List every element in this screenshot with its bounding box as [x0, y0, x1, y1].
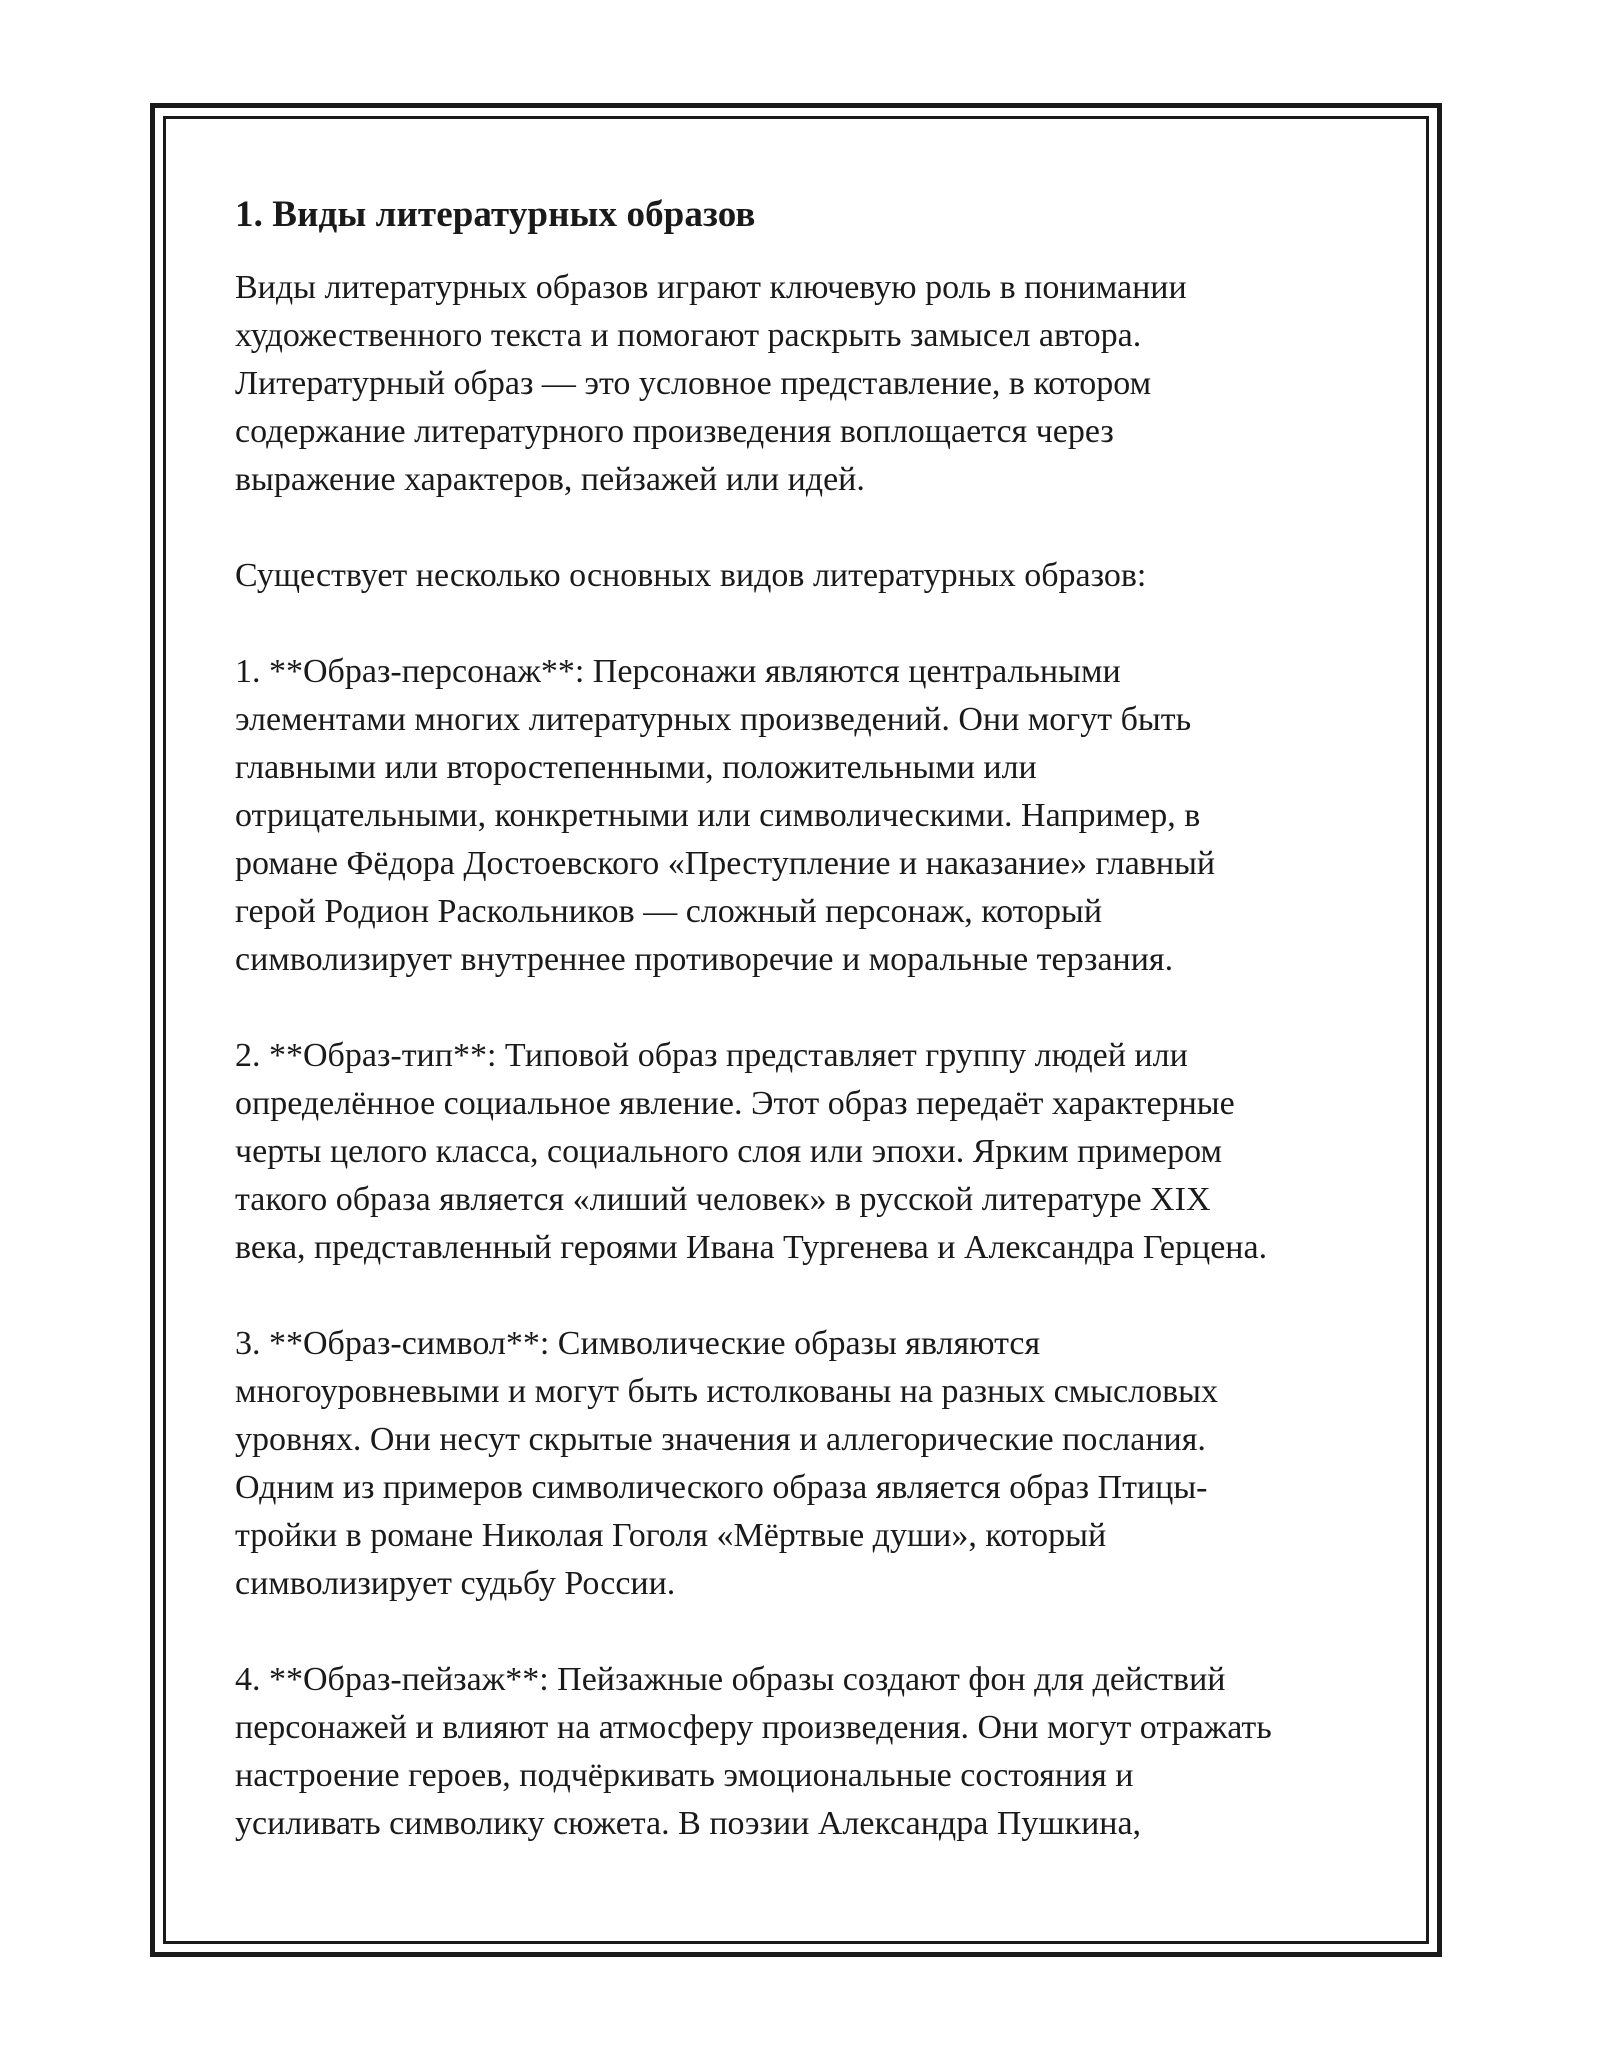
paragraph-item-landscape: 4. **Образ-пейзаж**: Пейзажные образы создают фон для действий персонажей и влияют на атмосферу произведения. Они могут отражать настроение героев, подчёркивать эмоциональные состояния и усиливать символику сюжета. В поэзии Александра Пушкина,	[235, 1661, 1272, 1842]
paragraph-item-character: 1. **Образ-персонаж**: Персонажи являются центральными элементами многих литературных произведений. Они могут быть главными или второстепенными, положительными или отрицательными, конкретными или символическими. Например, в романе Фёдора Достоевского «Преступление и наказание» главный герой Родион Раскольников — сложный персонаж, который символизирует внутреннее противоречие и моральные терзания.	[235, 653, 1216, 978]
section-heading: 1. Виды литературных образов	[235, 194, 756, 235]
paragraph-list-intro: Существует несколько основных видов литературных образов:	[235, 557, 1147, 594]
paragraph-item-type: 2. **Образ-тип**: Типовой образ представляет группу людей или определённое социальное явление. Этот образ передаёт характерные черты целого класса, социального слоя или эпохи. Ярким примером такого образа является «лиший человек» в русской литературе XIX века, представленный героями Ивана Тургенева и Александра Герцена.	[235, 1037, 1268, 1266]
document-body	[235, 188, 1385, 1848]
paragraph-intro: Виды литературных образов играют ключевую роль в понимании художественного текста и помогают раскрыть замысел автора. Литературный образ — это условное представление, в котором содержание литературного произведения воплощается через выражение характеров, пейзажей или идей.	[235, 269, 1187, 498]
paragraph-item-symbol: 3. **Образ-символ**: Символические образы являются многоуровневыми и могут быть истолкованы на разных смысловых уровнях. Они несут скрытые значения и аллегорические послания. Одним из примеров символического образа является образ Птицы- тройки в романе Николая Гоголя «Мёртвые души», который символизирует судьбу России.	[235, 1325, 1218, 1602]
